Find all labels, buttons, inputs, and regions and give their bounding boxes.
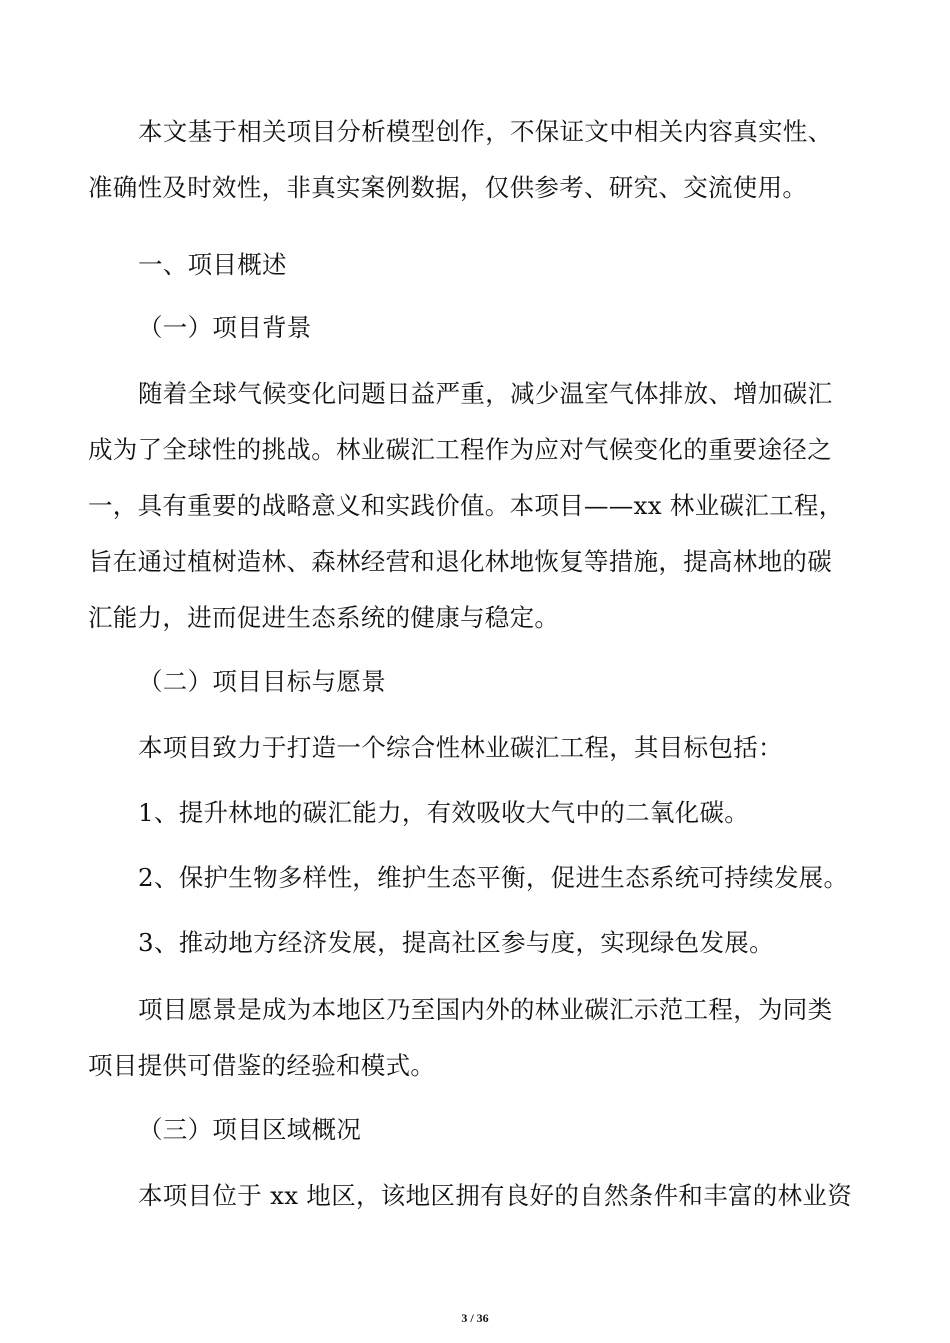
page-number: 3 / 36 <box>461 1311 489 1325</box>
subsection-heading-background: （一）项目背景 <box>138 313 312 342</box>
goal-item: 2、保护生物多样性，维护生态平衡，促进生态系统可持续发展。 <box>138 863 849 892</box>
disclaimer-line-1: 本文基于相关项目分析模型创作，不保证文中相关内容真实性、 <box>138 117 833 146</box>
paragraph-line: 本项目位于 xx 地区，该地区拥有良好的自然条件和丰富的林业资 <box>138 1181 853 1210</box>
paragraph-line: 项目愿景是成为本地区乃至国内外的林业碳汇示范工程，为同类 <box>138 995 833 1024</box>
paragraph-line: 随着全球气候变化问题日益严重，减少温室气体排放、增加碳汇 <box>138 379 833 408</box>
subsection-heading-goals: （二）项目目标与愿景 <box>138 667 386 696</box>
paragraph-line: 成为了全球性的挑战。林业碳汇工程作为应对气候变化的重要途径之 <box>88 435 832 464</box>
paragraph-line: 本项目致力于打造一个综合性林业碳汇工程，其目标包括： <box>138 733 783 762</box>
goal-item: 1、提升林地的碳汇能力，有效吸收大气中的二氧化碳。 <box>138 798 750 827</box>
paragraph-line: 旨在通过植树造林、森林经营和退化林地恢复等措施，提高林地的碳 <box>88 547 832 576</box>
disclaimer-line-2: 准确性及时效性，非真实案例数据，仅供参考、研究、交流使用。 <box>88 173 808 202</box>
goal-item: 3、推动地方经济发展，提高社区参与度，实现绿色发展。 <box>138 928 774 957</box>
paragraph-line: 项目提供可借鉴的经验和模式。 <box>88 1051 436 1080</box>
paragraph-line: 一，具有重要的战略意义和实践价值。本项目——xx 林业碳汇工程， <box>88 491 844 520</box>
paragraph-line: 汇能力，进而促进生态系统的健康与稳定。 <box>88 603 560 632</box>
subsection-heading-region: （三）项目区域概况 <box>138 1115 362 1144</box>
section-heading: 一、项目概述 <box>138 250 287 279</box>
